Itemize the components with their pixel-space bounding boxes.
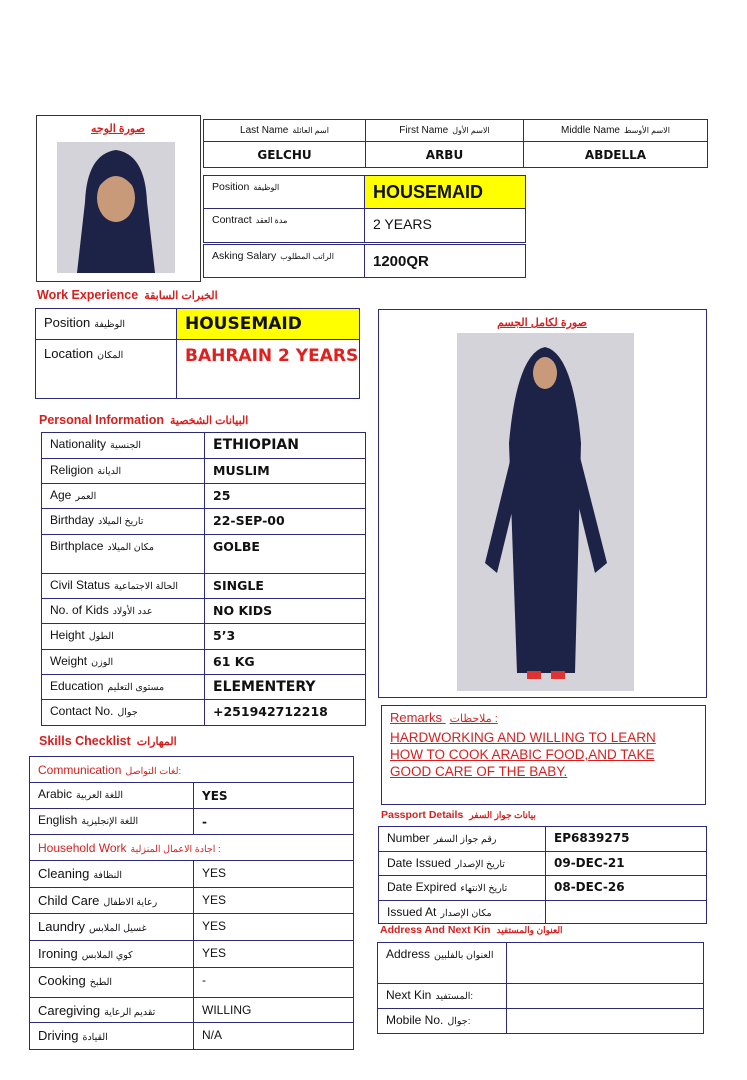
row-label bbox=[42, 599, 205, 624]
passport-row bbox=[379, 876, 707, 901]
row-label bbox=[30, 968, 194, 998]
row-label bbox=[379, 852, 546, 876]
task-row bbox=[30, 1023, 354, 1050]
row-label bbox=[378, 984, 507, 1009]
row-label bbox=[30, 1023, 194, 1050]
label-ar: رعاية الاطفال bbox=[103, 897, 158, 908]
label-en: Arabic bbox=[38, 787, 73, 801]
row-value bbox=[546, 901, 707, 924]
label-ar: الطول bbox=[88, 631, 114, 642]
row-value: GOLBE bbox=[205, 535, 366, 574]
passport-row bbox=[379, 852, 707, 876]
row-value: YES bbox=[194, 941, 354, 968]
label-en: Nationality bbox=[50, 437, 107, 451]
row-value: N/A bbox=[194, 1023, 354, 1050]
full-body-photo bbox=[457, 333, 634, 691]
label-en: Birthday bbox=[50, 513, 95, 527]
label-ar: اللغة الإنجليزية bbox=[81, 816, 139, 827]
label-ar: المستفيد: bbox=[435, 991, 474, 1002]
task-row bbox=[30, 941, 354, 968]
row-label bbox=[378, 1009, 507, 1034]
middle-name-value: ABDELLA bbox=[524, 142, 708, 168]
label-ar: تاريخ الانتهاء bbox=[460, 883, 508, 894]
salary-value: 1200QR bbox=[365, 245, 526, 278]
label-en: Weight bbox=[50, 654, 88, 668]
label-ar: غسيل الملابس bbox=[88, 923, 147, 934]
label-ar: تاريخ الميلاد bbox=[98, 516, 144, 527]
address-title: Address And Next Kin العنوان والمستفيد bbox=[380, 924, 563, 936]
name-table bbox=[203, 119, 708, 168]
label-en: Height bbox=[50, 628, 85, 642]
label-ar: العنوان بالفلبين bbox=[434, 950, 494, 961]
row-label bbox=[42, 509, 205, 535]
task-row bbox=[30, 998, 354, 1023]
row-value: +251942712218 bbox=[205, 700, 366, 726]
label-ar: تقديم الرعاية bbox=[104, 1007, 156, 1018]
label-en: Driving bbox=[38, 1028, 79, 1043]
row-label bbox=[30, 809, 194, 835]
label-ar: الديانة bbox=[97, 466, 122, 477]
label-en: English bbox=[38, 813, 78, 827]
label-en: Next Kin bbox=[386, 988, 432, 1002]
row-value: YES bbox=[194, 861, 354, 888]
row-value: 09-DEC-21 bbox=[546, 852, 707, 876]
row-value: 61 KG bbox=[205, 650, 366, 675]
label-ar: النظافة bbox=[93, 870, 123, 881]
label-ar: كوي الملابس bbox=[81, 950, 133, 961]
row-label bbox=[42, 624, 205, 650]
label-ar: جوال bbox=[117, 707, 138, 718]
face-photo bbox=[57, 142, 175, 273]
label-ar: مكان الإصدار bbox=[440, 908, 492, 919]
row-value: YES bbox=[194, 783, 354, 809]
label-en: Religion bbox=[50, 463, 94, 477]
label-en: Date Expired bbox=[387, 880, 457, 894]
personal-info-row bbox=[42, 650, 366, 675]
row-value: - bbox=[194, 968, 354, 998]
row-value: - bbox=[194, 809, 354, 835]
passport-row bbox=[379, 901, 707, 924]
row-value: 25 bbox=[205, 484, 366, 509]
work-location-value: BAHRAIN 2 YEARS bbox=[177, 340, 360, 399]
row-label bbox=[42, 459, 205, 484]
position-value: HOUSEMAID bbox=[365, 176, 526, 209]
contract-value: 2 YEARS bbox=[365, 209, 526, 243]
label-ar: جوال: bbox=[447, 1016, 471, 1027]
work-position-value: HOUSEMAID bbox=[177, 309, 360, 340]
personal-info-table bbox=[41, 432, 366, 726]
row-value: 22-SEP-00 bbox=[205, 509, 366, 535]
row-label bbox=[42, 433, 205, 459]
label-en: Ironing bbox=[38, 946, 78, 961]
row-label bbox=[42, 574, 205, 599]
label-en: Cleaning bbox=[38, 866, 90, 881]
label-en: Caregiving bbox=[38, 1003, 101, 1018]
label-ar: لغات التواصل: bbox=[125, 765, 182, 777]
label-ar: مكان الميلاد bbox=[107, 542, 155, 553]
last-name-header: Last Name اسم العائلة bbox=[204, 120, 366, 142]
row-value: MUSLIM bbox=[205, 459, 366, 484]
salary-table bbox=[203, 244, 526, 278]
row-value: ELEMENTERY bbox=[205, 675, 366, 700]
work-experience-table bbox=[35, 308, 360, 399]
skills-title: Skills Checklist المهارات bbox=[39, 734, 177, 748]
row-value: 08-DEC-26 bbox=[546, 876, 707, 901]
row-label bbox=[30, 914, 194, 941]
address-row bbox=[378, 984, 704, 1009]
address-row bbox=[378, 943, 704, 984]
personal-info-row bbox=[42, 484, 366, 509]
row-label bbox=[379, 827, 546, 852]
personal-info-row bbox=[42, 675, 366, 700]
middle-name-header: Middle Name الاسم الأوسط bbox=[524, 120, 708, 142]
salary-label: Asking Salary الراتب المطلوب bbox=[204, 245, 365, 278]
row-value: NO KIDS bbox=[205, 599, 366, 624]
row-value: 5’3 bbox=[205, 624, 366, 650]
personal-info-row bbox=[42, 599, 366, 624]
communication-header bbox=[30, 757, 354, 783]
label-en: Contact No. bbox=[50, 704, 114, 718]
label-en: Issued At bbox=[387, 905, 437, 919]
label-ar: الطبخ bbox=[89, 977, 113, 988]
work-location-label: Location المكان bbox=[36, 340, 177, 399]
personal-info-row bbox=[42, 700, 366, 726]
task-row bbox=[30, 914, 354, 941]
label-ar: رقم جواز السفر bbox=[433, 834, 497, 845]
label-en: Age bbox=[50, 488, 72, 502]
passport-title: Passport Details بيانات جواز السفر bbox=[381, 809, 536, 821]
label-en: Address bbox=[386, 947, 431, 961]
row-value: EP6839275 bbox=[546, 827, 707, 852]
label-ar: تاريخ الإصدار bbox=[455, 859, 505, 870]
label-en: Communication bbox=[38, 762, 122, 777]
label-en: Civil Status bbox=[50, 578, 111, 592]
row-label bbox=[42, 700, 205, 726]
label-en: No. of Kids bbox=[50, 603, 109, 617]
household-work-header bbox=[30, 835, 354, 861]
last-name-value: GELCHU bbox=[204, 142, 366, 168]
label-en: Household Work bbox=[38, 840, 127, 855]
language-row bbox=[30, 809, 354, 835]
personal-info-title: Personal Information البيانات الشخصية bbox=[39, 413, 249, 427]
row-value: YES bbox=[194, 888, 354, 914]
label-en: Mobile No. bbox=[386, 1013, 444, 1027]
label-en: Education bbox=[50, 679, 104, 693]
skills-table bbox=[29, 756, 354, 1050]
label-en: Cooking bbox=[38, 973, 86, 988]
first-name-value: ARBU bbox=[366, 142, 524, 168]
label-en: Number bbox=[387, 831, 430, 845]
address-table bbox=[377, 942, 704, 1034]
remarks-line: GOOD CARE OF THE BABY. bbox=[390, 764, 568, 779]
task-row bbox=[30, 968, 354, 998]
row-label bbox=[378, 943, 507, 984]
label-en: Laundry bbox=[38, 919, 85, 934]
remarks-box bbox=[381, 705, 706, 805]
row-label bbox=[30, 861, 194, 888]
remarks-label: Remarks ملاحظات : bbox=[390, 710, 498, 725]
row-value: WILLING bbox=[194, 998, 354, 1023]
personal-info-row bbox=[42, 433, 366, 459]
row-label bbox=[30, 998, 194, 1023]
work-position-label: Position الوظيفة bbox=[36, 309, 177, 340]
row-label bbox=[379, 876, 546, 901]
language-row bbox=[30, 783, 354, 809]
face-photo-title: صورة الوجه bbox=[91, 123, 145, 135]
row-label bbox=[42, 675, 205, 700]
row-label bbox=[42, 484, 205, 509]
personal-info-row bbox=[42, 624, 366, 650]
row-label bbox=[42, 650, 205, 675]
label-ar: عدد الأولاد bbox=[112, 606, 153, 617]
personal-info-row bbox=[42, 509, 366, 535]
passport-table bbox=[378, 826, 707, 924]
passport-row bbox=[379, 827, 707, 852]
row-label bbox=[30, 941, 194, 968]
full-body-photo-frame bbox=[378, 309, 707, 698]
label-en: Child Care bbox=[38, 893, 100, 908]
personal-info-row bbox=[42, 535, 366, 574]
label-ar: العمر bbox=[75, 491, 97, 502]
position-label: Position الوظيفة bbox=[204, 176, 365, 209]
row-value bbox=[507, 984, 704, 1009]
row-value: ETHIOPIAN bbox=[205, 433, 366, 459]
remarks-line: HARDWORKING AND WILLING TO LEARN bbox=[390, 730, 656, 745]
label-ar: اجادة الاعمال المنزلية : bbox=[130, 843, 221, 855]
face-photo-frame bbox=[36, 115, 201, 282]
task-row bbox=[30, 861, 354, 888]
communication-header-cell bbox=[30, 757, 354, 783]
row-label bbox=[379, 901, 546, 924]
task-row bbox=[30, 888, 354, 914]
row-value: SINGLE bbox=[205, 574, 366, 599]
personal-info-row bbox=[42, 574, 366, 599]
label-ar: اللغة العربية bbox=[76, 790, 123, 801]
row-label bbox=[30, 783, 194, 809]
label-en: Birthplace bbox=[50, 539, 104, 553]
row-label bbox=[30, 888, 194, 914]
label-ar: مستوى التعليم bbox=[107, 682, 165, 693]
label-ar: الحالة الاجتماعية bbox=[114, 581, 179, 592]
remarks-line: HOW TO COOK ARABIC FOOD,AND TAKE bbox=[390, 747, 655, 762]
label-en: Date Issued bbox=[387, 856, 452, 870]
work-experience-title: Work Experience الخبرات السابقة bbox=[37, 288, 218, 302]
address-row bbox=[378, 1009, 704, 1034]
household-work-header-cell bbox=[30, 835, 354, 861]
row-value bbox=[507, 943, 704, 984]
label-ar: الجنسية bbox=[110, 440, 141, 451]
row-value: YES bbox=[194, 914, 354, 941]
row-value bbox=[507, 1009, 704, 1034]
row-label bbox=[42, 535, 205, 574]
first-name-header: First Name الاسم الأول bbox=[366, 120, 524, 142]
label-ar: القيادة bbox=[82, 1032, 108, 1043]
contract-label: Contract مدة العقد bbox=[204, 209, 365, 243]
full-body-photo-title: صورة لكامل الجسم bbox=[497, 317, 587, 329]
remarks-text bbox=[390, 729, 697, 780]
personal-info-row bbox=[42, 459, 366, 484]
label-ar: الوزن bbox=[91, 657, 114, 668]
job-table bbox=[203, 175, 526, 243]
